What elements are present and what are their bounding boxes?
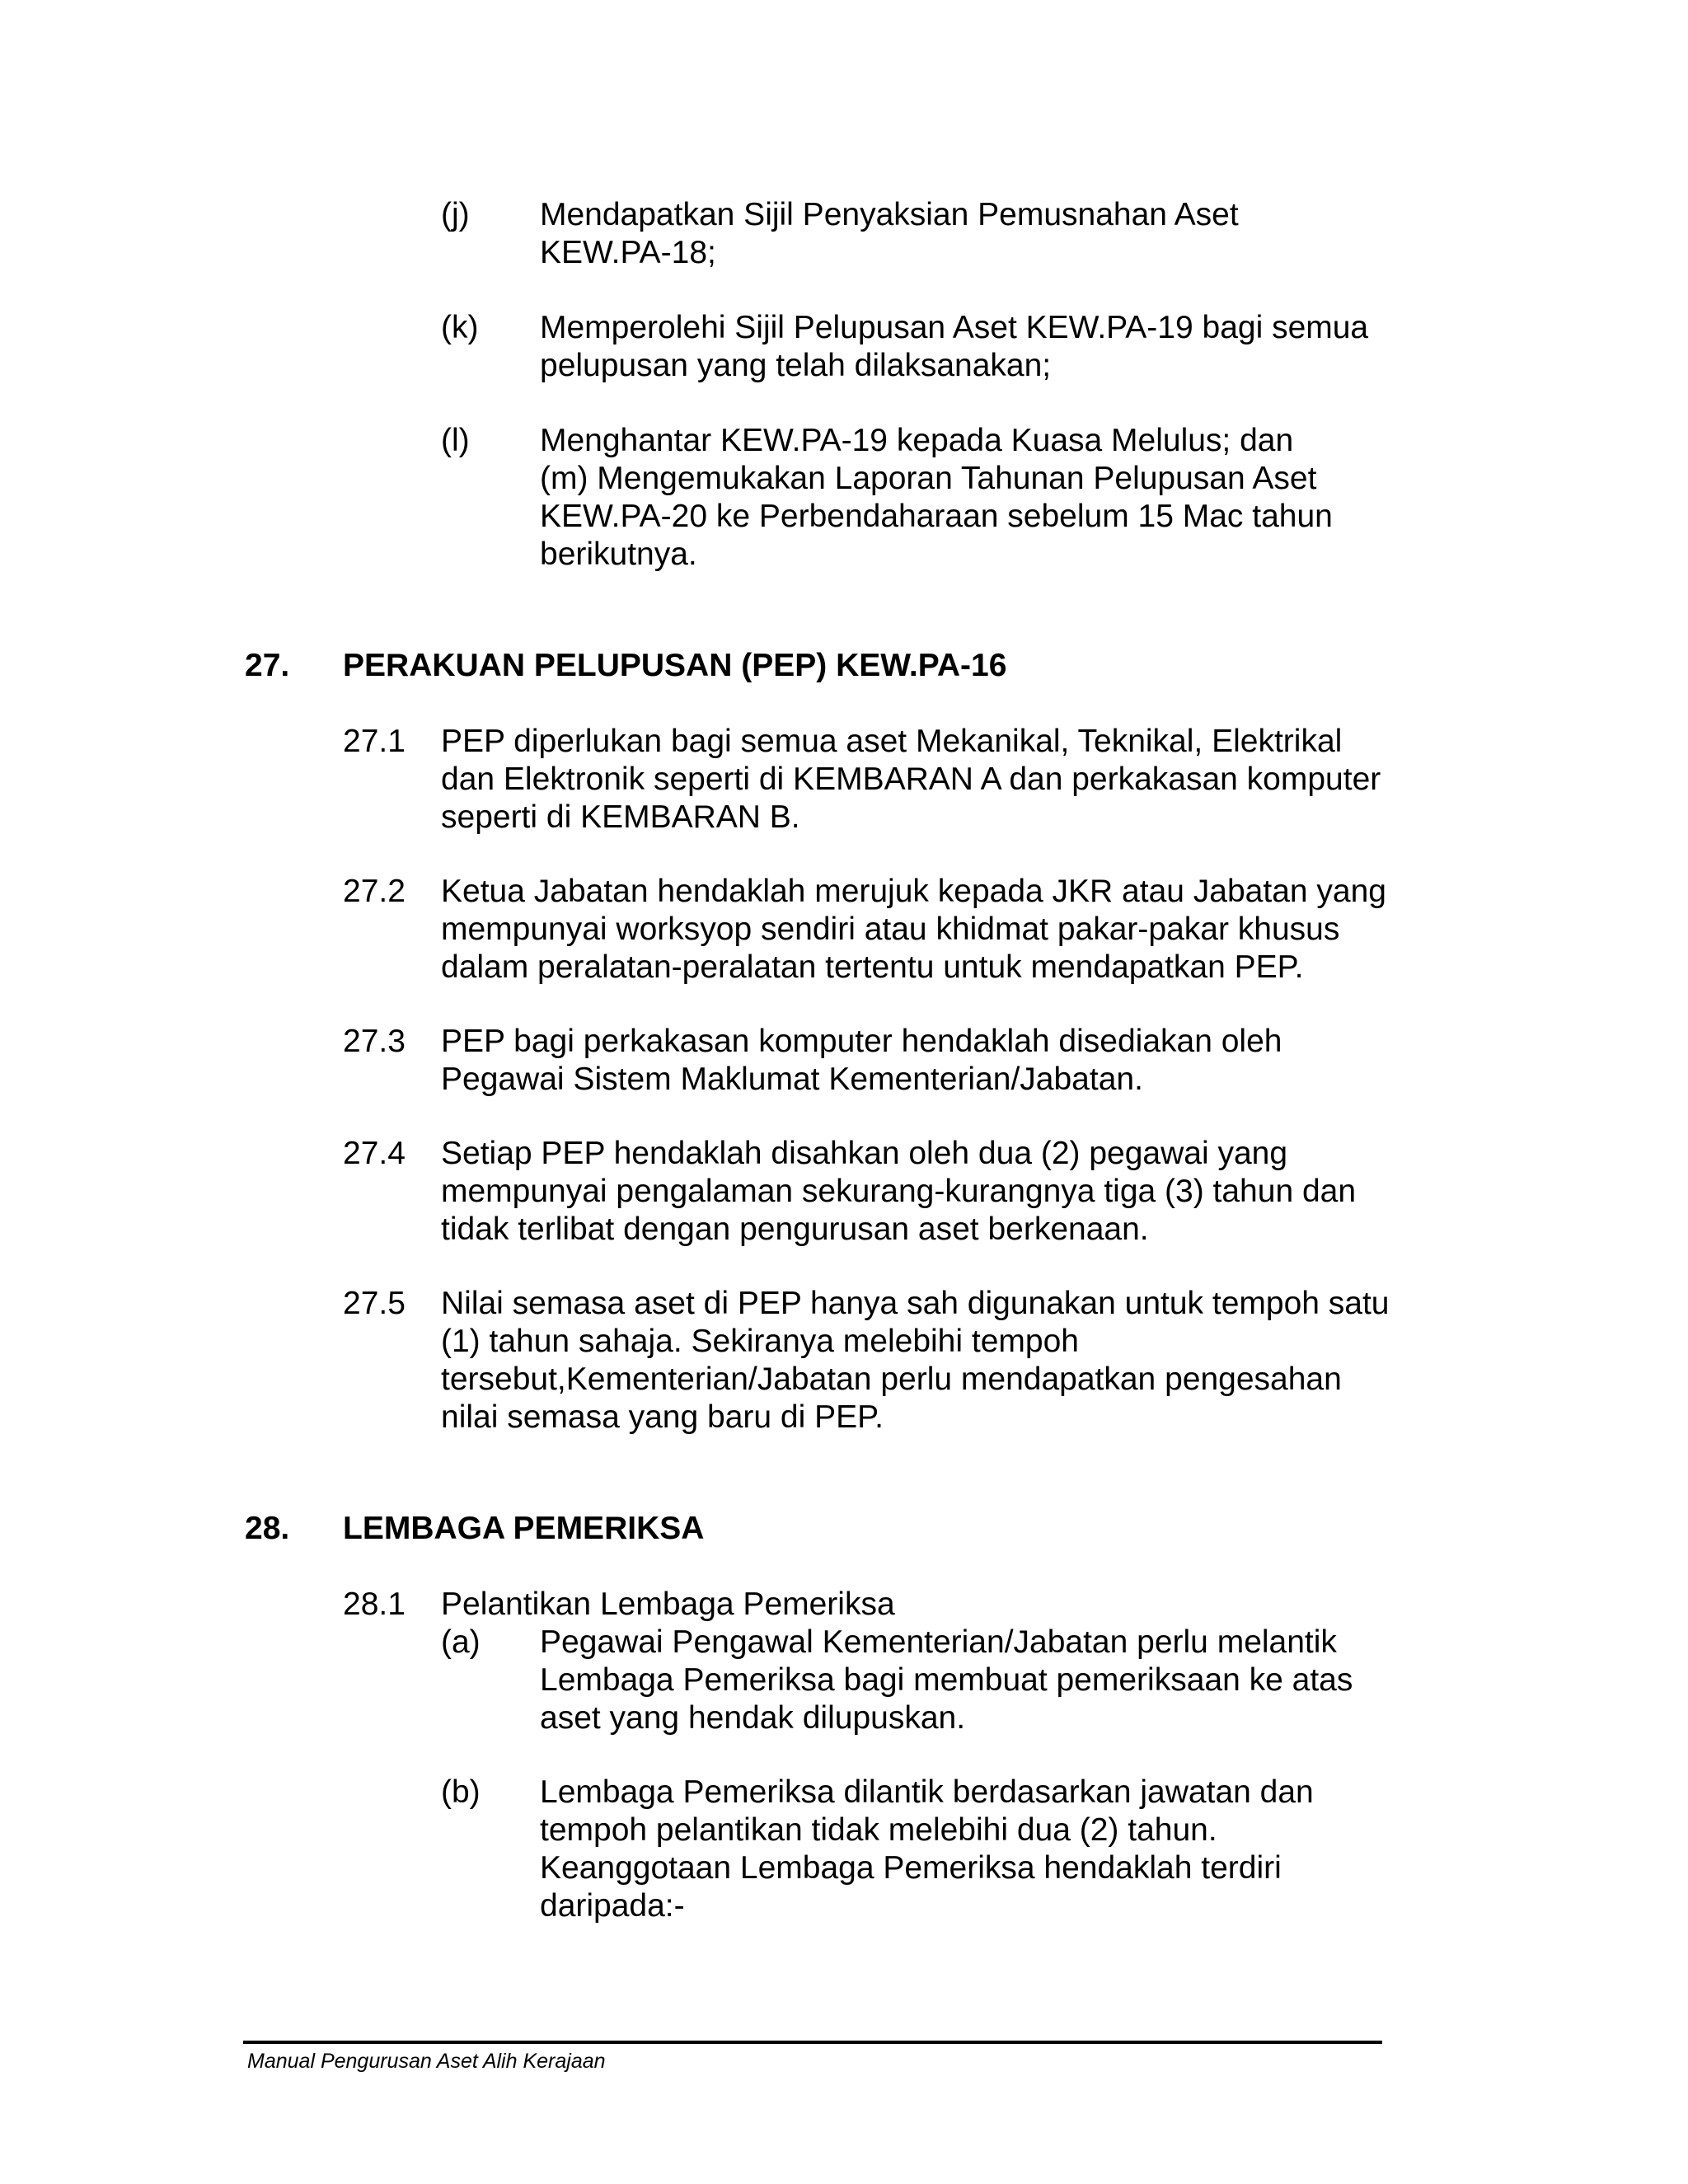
list-marker-a: (a) — [441, 1624, 481, 1660]
list-item-b-line-1: Lembaga Pemeriksa dilantik berdasarkan jawatan dan — [540, 1774, 1314, 1810]
item-27-5-line-3: tersebut,Kementerian/Jabatan perlu mendapatkan pengesahan — [441, 1361, 1342, 1397]
list-item-l-line-2: (m) Mengemukakan Laporan Tahunan Pelupusan Aset — [540, 461, 1317, 496]
section-27-title: PERAKUAN PELUPUSAN (PEP) KEW.PA-16 — [343, 648, 1007, 683]
item-27-4-line-1: Setiap PEP hendaklah disahkan oleh dua (2) pegawai yang — [441, 1136, 1288, 1171]
list-item-a-line-3: aset yang hendak dilupuskan. — [540, 1700, 966, 1736]
item-27-2-number: 27.2 — [343, 874, 406, 909]
item-27-1-number: 27.1 — [343, 724, 406, 759]
footer-rule — [243, 2041, 1382, 2044]
item-27-3-line-1: PEP bagi perkakasan komputer hendaklah disediakan oleh — [441, 1024, 1282, 1059]
list-item-a-line-2: Lembaga Pemeriksa bagi membuat pemeriksaan ke atas — [540, 1662, 1353, 1698]
item-27-4-line-2: mempunyai pengalaman sekurang-kurangnya tiga (3) tahun dan — [441, 1174, 1357, 1209]
item-27-5-number: 27.5 — [343, 1286, 406, 1321]
list-item-b-line-4: daripada:- — [540, 1888, 685, 1924]
list-item-j-line-1: Mendapatkan Sijil Penyaksian Pemusnahan Aset — [540, 197, 1239, 232]
list-marker-j: (j) — [441, 197, 470, 232]
subsection-28-1-title: Pelantikan Lembaga Pemeriksa — [441, 1586, 895, 1622]
list-marker-b: (b) — [441, 1774, 481, 1810]
list-marker-l: (l) — [441, 423, 470, 458]
section-28-number: 28. — [245, 1511, 290, 1546]
list-item-j-line-2: KEW.PA-18; — [540, 235, 716, 270]
list-item-b-line-2: tempoh pelantikan tidak melebihi dua (2) tahun. — [540, 1812, 1217, 1848]
subsection-28-1-number: 28.1 — [343, 1586, 406, 1622]
list-marker-k: (k) — [441, 310, 479, 345]
item-27-1-line-2: dan Elektronik seperti di KEMBARAN A dan perkakasan komputer — [441, 762, 1381, 797]
item-27-5-line-4: nilai semasa yang baru di PEP. — [441, 1399, 884, 1435]
item-27-2-line-1: Ketua Jabatan hendaklah merujuk kepada JKR atau Jabatan yang — [441, 874, 1386, 909]
item-27-1-line-1: PEP diperlukan bagi semua aset Mekanikal, Teknikal, Elektrikal — [441, 724, 1343, 759]
item-27-5-line-2: (1) tahun sahaja. Sekiranya melebihi tempoh — [441, 1324, 1079, 1359]
section-28-title: LEMBAGA PEMERIKSA — [343, 1511, 705, 1546]
item-27-4-line-3: tidak terlibat dengan pengurusan aset berkenaan. — [441, 1212, 1149, 1247]
item-27-1-line-3: seperti di KEMBARAN B. — [441, 799, 800, 835]
list-item-a-line-1: Pegawai Pengawal Kementerian/Jabatan perlu melantik — [540, 1624, 1337, 1660]
list-item-b-line-3: Keanggotaan Lembaga Pemeriksa hendaklah terdiri — [540, 1850, 1282, 1886]
footer-text: Manual Pengurusan Aset Alih Kerajaan — [247, 2050, 606, 2073]
section-27-number: 27. — [245, 648, 290, 683]
item-27-2-line-2: mempunyai worksyop sendiri atau khidmat pakar-pakar khusus — [441, 912, 1340, 947]
item-27-3-number: 27.3 — [343, 1024, 406, 1059]
item-27-2-line-3: dalam peralatan-peralatan tertentu untuk mendapatkan PEP. — [441, 949, 1304, 985]
list-item-k-line-2: pelupusan yang telah dilaksanakan; — [540, 348, 1052, 383]
list-item-l-line-3: KEW.PA-20 ke Perbendaharaan sebelum 15 Mac tahun — [540, 499, 1333, 534]
item-27-3-line-2: Pegawai Sistem Maklumat Kementerian/Jabatan. — [441, 1062, 1143, 1097]
list-item-l-line-4: berikutnya. — [540, 537, 697, 572]
list-item-k-line-1: Memperolehi Sijil Pelupusan Aset KEW.PA-19 bagi semua — [540, 310, 1369, 345]
item-27-4-number: 27.4 — [343, 1136, 406, 1171]
list-item-l-line-1: Menghantar KEW.PA-19 kepada Kuasa Melulus; dan — [540, 423, 1294, 458]
item-27-5-line-1: Nilai semasa aset di PEP hanya sah digunakan untuk tempoh satu — [441, 1286, 1390, 1321]
